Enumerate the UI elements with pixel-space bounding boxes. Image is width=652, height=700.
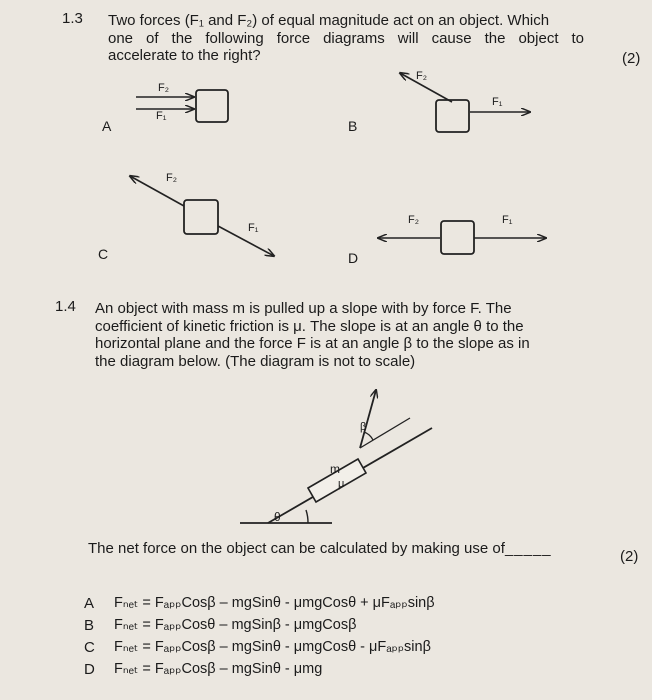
option-d[interactable]	[84, 658, 554, 680]
question-1-3-line-2: one of the following force diagrams will cause the object to	[108, 29, 584, 47]
option-b[interactable]	[84, 614, 554, 636]
option-d-letter: D	[84, 660, 95, 678]
question-1-4-marks: (2)	[620, 548, 639, 565]
question-1-4-line-1: An object with mass m is pulled up a slope with by force F. The	[95, 300, 512, 317]
diagram-a-f1-label: F₁	[156, 110, 167, 122]
diagram-a	[98, 80, 258, 140]
diagram-d	[340, 204, 560, 274]
question-1-3-line-1: Two forces (F₁ and F₂) of equal magnitude act on an object. Which	[108, 12, 550, 29]
question-1-3-text	[108, 12, 584, 65]
option-a-text: Fₙₑₜ = FₐₚₚCosβ – mgSinθ - μmgCosθ + μFₐₚₚsinβ	[114, 595, 435, 611]
beta-arc	[364, 432, 373, 440]
diagram-c-figure	[96, 166, 286, 266]
diagram-b-figure	[340, 64, 540, 144]
question-1-4-line-4: the diagram below. (The diagram is not to scale)	[95, 352, 416, 370]
slope-diagram	[210, 378, 450, 538]
question-1-4-text	[95, 300, 565, 370]
diagram-d-f1-label: F₁	[502, 214, 513, 226]
diagram-a-figure	[98, 80, 258, 140]
diagram-b	[340, 64, 540, 144]
net-force-prompt-text: The net force on the object can be calculated by making use of	[88, 540, 505, 557]
diagram-b-f1-label: F₁	[492, 96, 503, 108]
option-a[interactable]	[84, 592, 554, 614]
question-number-1-4: 1.4	[55, 298, 76, 315]
mu-label: μ	[338, 478, 345, 490]
diagram-a-box	[196, 90, 228, 122]
diagram-b-f2-label: F₂	[416, 70, 427, 82]
diagram-d-box	[441, 221, 474, 254]
diagram-a-label: A	[102, 118, 112, 134]
net-force-prompt	[88, 540, 552, 558]
option-b-text: Fₙₑₜ = FₐₚₚCosθ – mgSinβ - μmgCosβ	[114, 617, 357, 633]
option-a-letter: A	[84, 594, 95, 612]
diagram-c	[96, 166, 286, 266]
diagram-b-box	[436, 100, 469, 132]
question-1-4-line-2: coefficient of kinetic friction is μ. The slope is at an angle θ to the	[95, 317, 524, 335]
question-1-3-marks: (2)	[622, 50, 641, 67]
diagram-c-f1-arrow	[218, 226, 274, 256]
slope-figure	[210, 378, 450, 538]
option-c[interactable]	[84, 636, 554, 658]
question-1-3-line-3: accelerate to the right?	[108, 47, 261, 64]
diagram-b-label: B	[348, 118, 358, 134]
theta-label: θ	[274, 510, 281, 524]
diagram-c-label: C	[98, 246, 109, 262]
option-c-text: Fₙₑₜ = FₐₚₚCosβ – mgSinθ - μmgCosθ - μFₐₚₚsinβ	[114, 639, 431, 655]
question-number-1-3: 1.3	[62, 10, 83, 27]
theta-arc	[306, 510, 308, 523]
diagram-d-label: D	[348, 250, 359, 266]
diagram-c-f2-label: F₂	[166, 172, 177, 184]
diagram-a-f2-label: F₂	[158, 82, 169, 94]
question-1-4-line-3: horizontal plane and the force F is at an angle β to the slope as in	[95, 335, 530, 352]
option-c-letter: C	[84, 638, 95, 656]
beta-label: β	[360, 421, 367, 433]
diagram-d-f2-label: F₂	[408, 214, 419, 226]
diagram-c-box	[184, 200, 218, 234]
option-b-letter: B	[84, 616, 95, 634]
diagram-c-f1-label: F₁	[248, 222, 259, 234]
answer-options	[84, 592, 554, 680]
option-d-text: Fₙₑₜ = FₐₚₚCosβ – mgSinθ - μmg	[114, 661, 323, 677]
answer-blank[interactable]: _____	[504, 540, 552, 557]
mass-label: m	[330, 462, 340, 476]
diagram-d-figure	[340, 204, 560, 274]
